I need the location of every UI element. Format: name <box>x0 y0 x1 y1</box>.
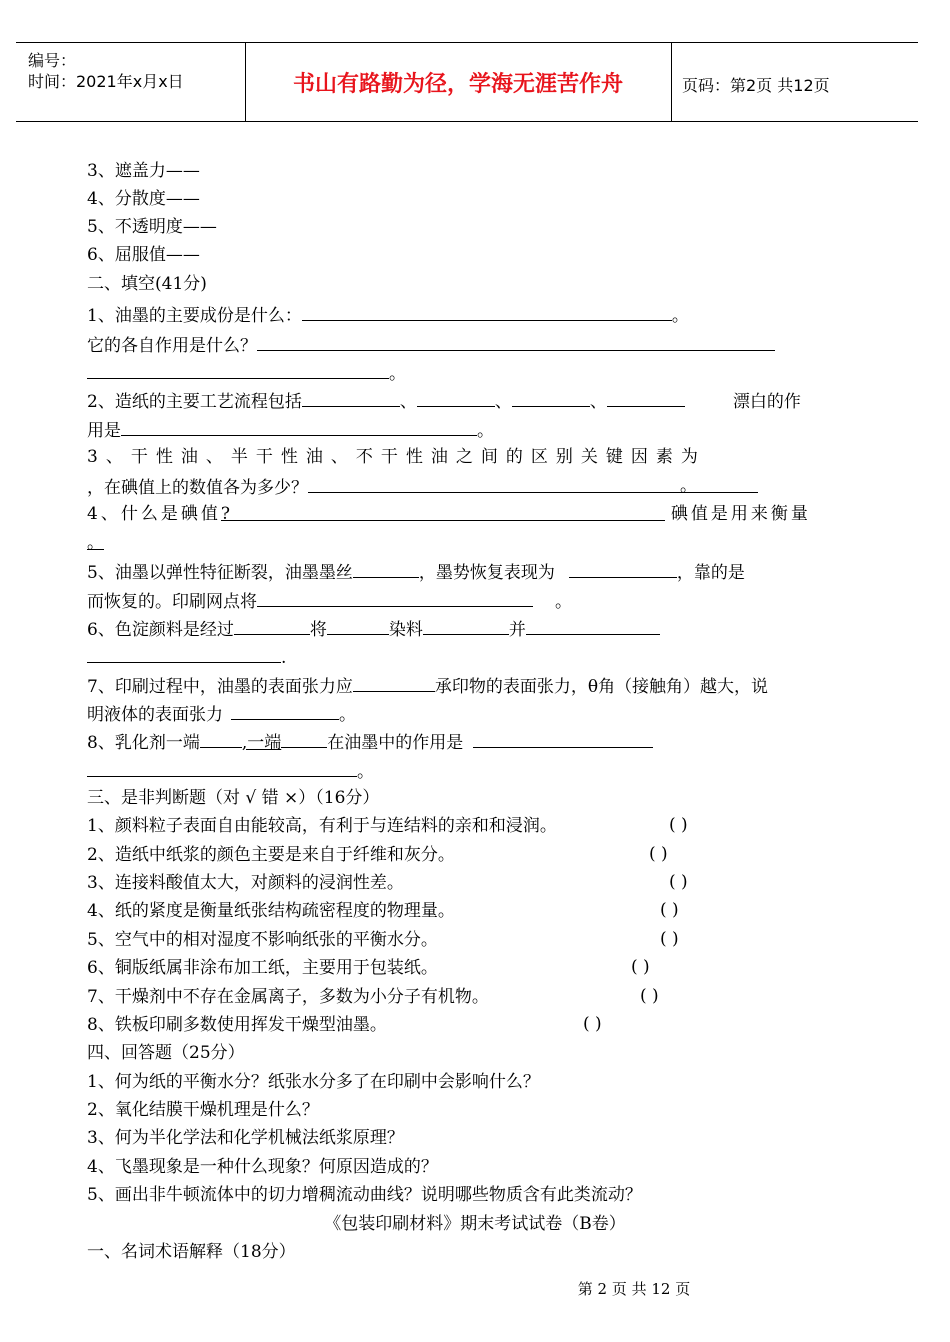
answer-blank[interactable] <box>353 560 419 578</box>
document-number-label: 编号： <box>28 51 77 70</box>
question-text: 它的各自作用是什么？ <box>87 336 257 356</box>
answer-blank[interactable] <box>473 730 653 748</box>
definition-item: 4、分散度—— <box>87 189 200 209</box>
answer-blank[interactable] <box>526 617 660 635</box>
fill-question-1-part-2 <box>87 333 775 357</box>
header-motto-cell <box>245 43 672 121</box>
judgement-item: 7、干燥剂中不存在金属离子，多数为小分子有机物。 <box>87 987 489 1007</box>
answer-blank[interactable] <box>569 560 677 578</box>
fill-question-6-part-2: . <box>87 645 286 669</box>
answer-parentheses[interactable]: ( ) <box>669 815 688 835</box>
fill-question-7: 7、印刷过程中，油墨的表面张力应 承印物的表面张力，θ角（接触角）越大，说 <box>87 674 768 698</box>
question-text: 用是 <box>87 421 121 441</box>
page-header <box>16 42 918 122</box>
question-text: 而恢复的。印刷网点将 <box>87 592 257 612</box>
answer-blank[interactable] <box>607 389 685 407</box>
answer-blank[interactable] <box>327 617 389 635</box>
answer-blank[interactable] <box>302 303 672 321</box>
answer-blank[interactable] <box>512 389 590 407</box>
answer-blank[interactable] <box>234 617 310 635</box>
answer-parentheses[interactable]: ( ) <box>660 900 679 920</box>
section-title: 四、回答题（25分） <box>87 1043 245 1063</box>
answer-blank[interactable] <box>121 418 477 436</box>
fill-question-6: 6、色淀颜料是经过 将 染料 并 <box>87 617 660 641</box>
answer-parentheses[interactable]: ( ) <box>649 844 668 864</box>
answer-blank[interactable]: ? <box>221 503 665 521</box>
header-page-cell <box>672 43 918 121</box>
answer-blank[interactable] <box>87 361 389 379</box>
answer-parentheses[interactable]: ( ) <box>583 1014 602 1034</box>
answer-question: 5、画出非牛顿流体中的切力增稠流动曲线？说明哪些物质含有此类流动？ <box>87 1185 642 1205</box>
fill-question-5: 5、油墨以弹性特征断裂，油墨墨丝 ，墨势恢复表现为 ，靠的是 <box>87 560 745 584</box>
judgement-item: 4、纸的紧度是衡量纸张结构疏密程度的物理量。 <box>87 901 455 921</box>
fill-question-2-part-2: 用是 。 <box>87 418 494 442</box>
question-text: ，在碘值上的数值各为多少？ <box>87 478 308 498</box>
section-title: 一、名词术语解释（18分） <box>87 1242 296 1262</box>
definition-item: 5、不透明度—— <box>87 217 217 237</box>
header-motto: 书山有路勤为径，学海无涯苦作舟 <box>292 72 623 97</box>
answer-question: 2、氧化结膜干燥机理是什么？ <box>87 1100 319 1120</box>
header-meta-cell <box>16 43 246 121</box>
answer-blank[interactable] <box>231 702 339 720</box>
fill-question-3-part-2 <box>87 475 758 499</box>
answer-blank[interactable]: 。 <box>308 475 758 493</box>
page-footer: 第 2 页 共 12 页 <box>577 1280 691 1298</box>
question-text: 2、造纸的主要工艺流程包括 <box>87 392 302 412</box>
exam-title: 《包装印刷材料》期末考试试卷（B卷） <box>324 1214 626 1234</box>
fill-question-8: 8、乳化剂一端 ,一端 在油墨中的作用是 <box>87 730 653 754</box>
judgement-item: 5、空气中的相对湿度不影响纸张的平衡水分。 <box>87 930 438 950</box>
judgement-item: 2、造纸中纸浆的颜色主要是来自于纤维和灰分。 <box>87 845 455 865</box>
answer-blank[interactable] <box>417 389 495 407</box>
fill-question-5-part-2: 而恢复的。印刷网点将 。 <box>87 589 572 613</box>
fill-question-7-part-2: 明液体的表面张力 。 <box>87 702 356 726</box>
judgement-item: 6、铜版纸属非涂布加工纸，主要用于包装纸。 <box>87 958 438 978</box>
answer-blank[interactable] <box>87 759 357 777</box>
fill-question-3: 3、干性油、半干性油、不干性油之间的区别关键因素为 <box>87 447 706 467</box>
answer-question: 4、飞墨现象是一种什么现象？何原因造成的？ <box>87 1157 438 1177</box>
answer-parentheses[interactable]: ( ) <box>669 872 688 892</box>
answer-question: 3、何为半化学法和化学机械法纸浆原理？ <box>87 1128 404 1148</box>
answer-blank[interactable] <box>257 333 775 351</box>
question-text: 5、油墨以弹性特征断裂，油墨墨丝 <box>87 563 353 583</box>
answer-parentheses[interactable]: ( ) <box>640 986 659 1006</box>
fill-question-1-part-3: 。 <box>87 361 406 385</box>
fill-question-2: 2、造纸的主要工艺流程包括 、 、 、 漂白的作 <box>87 389 801 413</box>
definition-item: 6、屈服值—— <box>87 245 200 265</box>
answer-question: 1、何为纸的平衡水分？纸张水分多了在印刷中会影响什么？ <box>87 1072 540 1092</box>
answer-blank[interactable] <box>281 730 327 748</box>
question-text: 6、色淀颜料是经过 <box>87 620 234 640</box>
header-page-label: 页码：第2页 共12页 <box>682 76 830 95</box>
answer-blank[interactable] <box>257 589 533 607</box>
fill-question-4-part-2: 。 <box>87 533 104 553</box>
definition-item: 3、遮盖力—— <box>87 161 200 181</box>
question-text: 7、印刷过程中，油墨的表面张力应 <box>87 677 353 697</box>
fill-question-4: 4、什么是碘值? 碘值是用来衡量 <box>87 504 811 524</box>
answer-blank[interactable] <box>302 389 400 407</box>
answer-blank[interactable] <box>87 645 281 663</box>
judgement-item: 8、铁板印刷多数使用挥发干燥型油墨。 <box>87 1015 387 1035</box>
question-text: 1、油墨的主要成份是什么： <box>87 306 302 326</box>
document-time-label: 时间：2021年x月x日 <box>28 72 184 91</box>
fill-question-1: 1、油墨的主要成份是什么： 。 <box>87 303 689 327</box>
answer-blank[interactable] <box>200 730 242 748</box>
question-text: 明液体的表面张力 <box>87 705 223 725</box>
answer-blank[interactable] <box>353 674 435 692</box>
answer-parentheses[interactable]: ( ) <box>631 957 650 977</box>
judgement-item: 1、颜料粒子表面自由能较高，有利于与连结料的亲和和浸润。 <box>87 816 557 836</box>
section-title: 二、填空(41分) <box>87 274 207 294</box>
section-title: 三、是非判断题（对 √ 错 ×）（16分） <box>87 788 380 808</box>
question-text: 4、什么是碘值 <box>87 504 221 524</box>
answer-blank[interactable] <box>423 617 509 635</box>
judgement-item: 3、连接料酸值太大，对颜料的浸润性差。 <box>87 873 404 893</box>
answer-parentheses[interactable]: ( ) <box>660 929 679 949</box>
question-text: 8、乳化剂一端 <box>87 733 200 753</box>
fill-question-8-part-2: 。 <box>87 759 374 783</box>
